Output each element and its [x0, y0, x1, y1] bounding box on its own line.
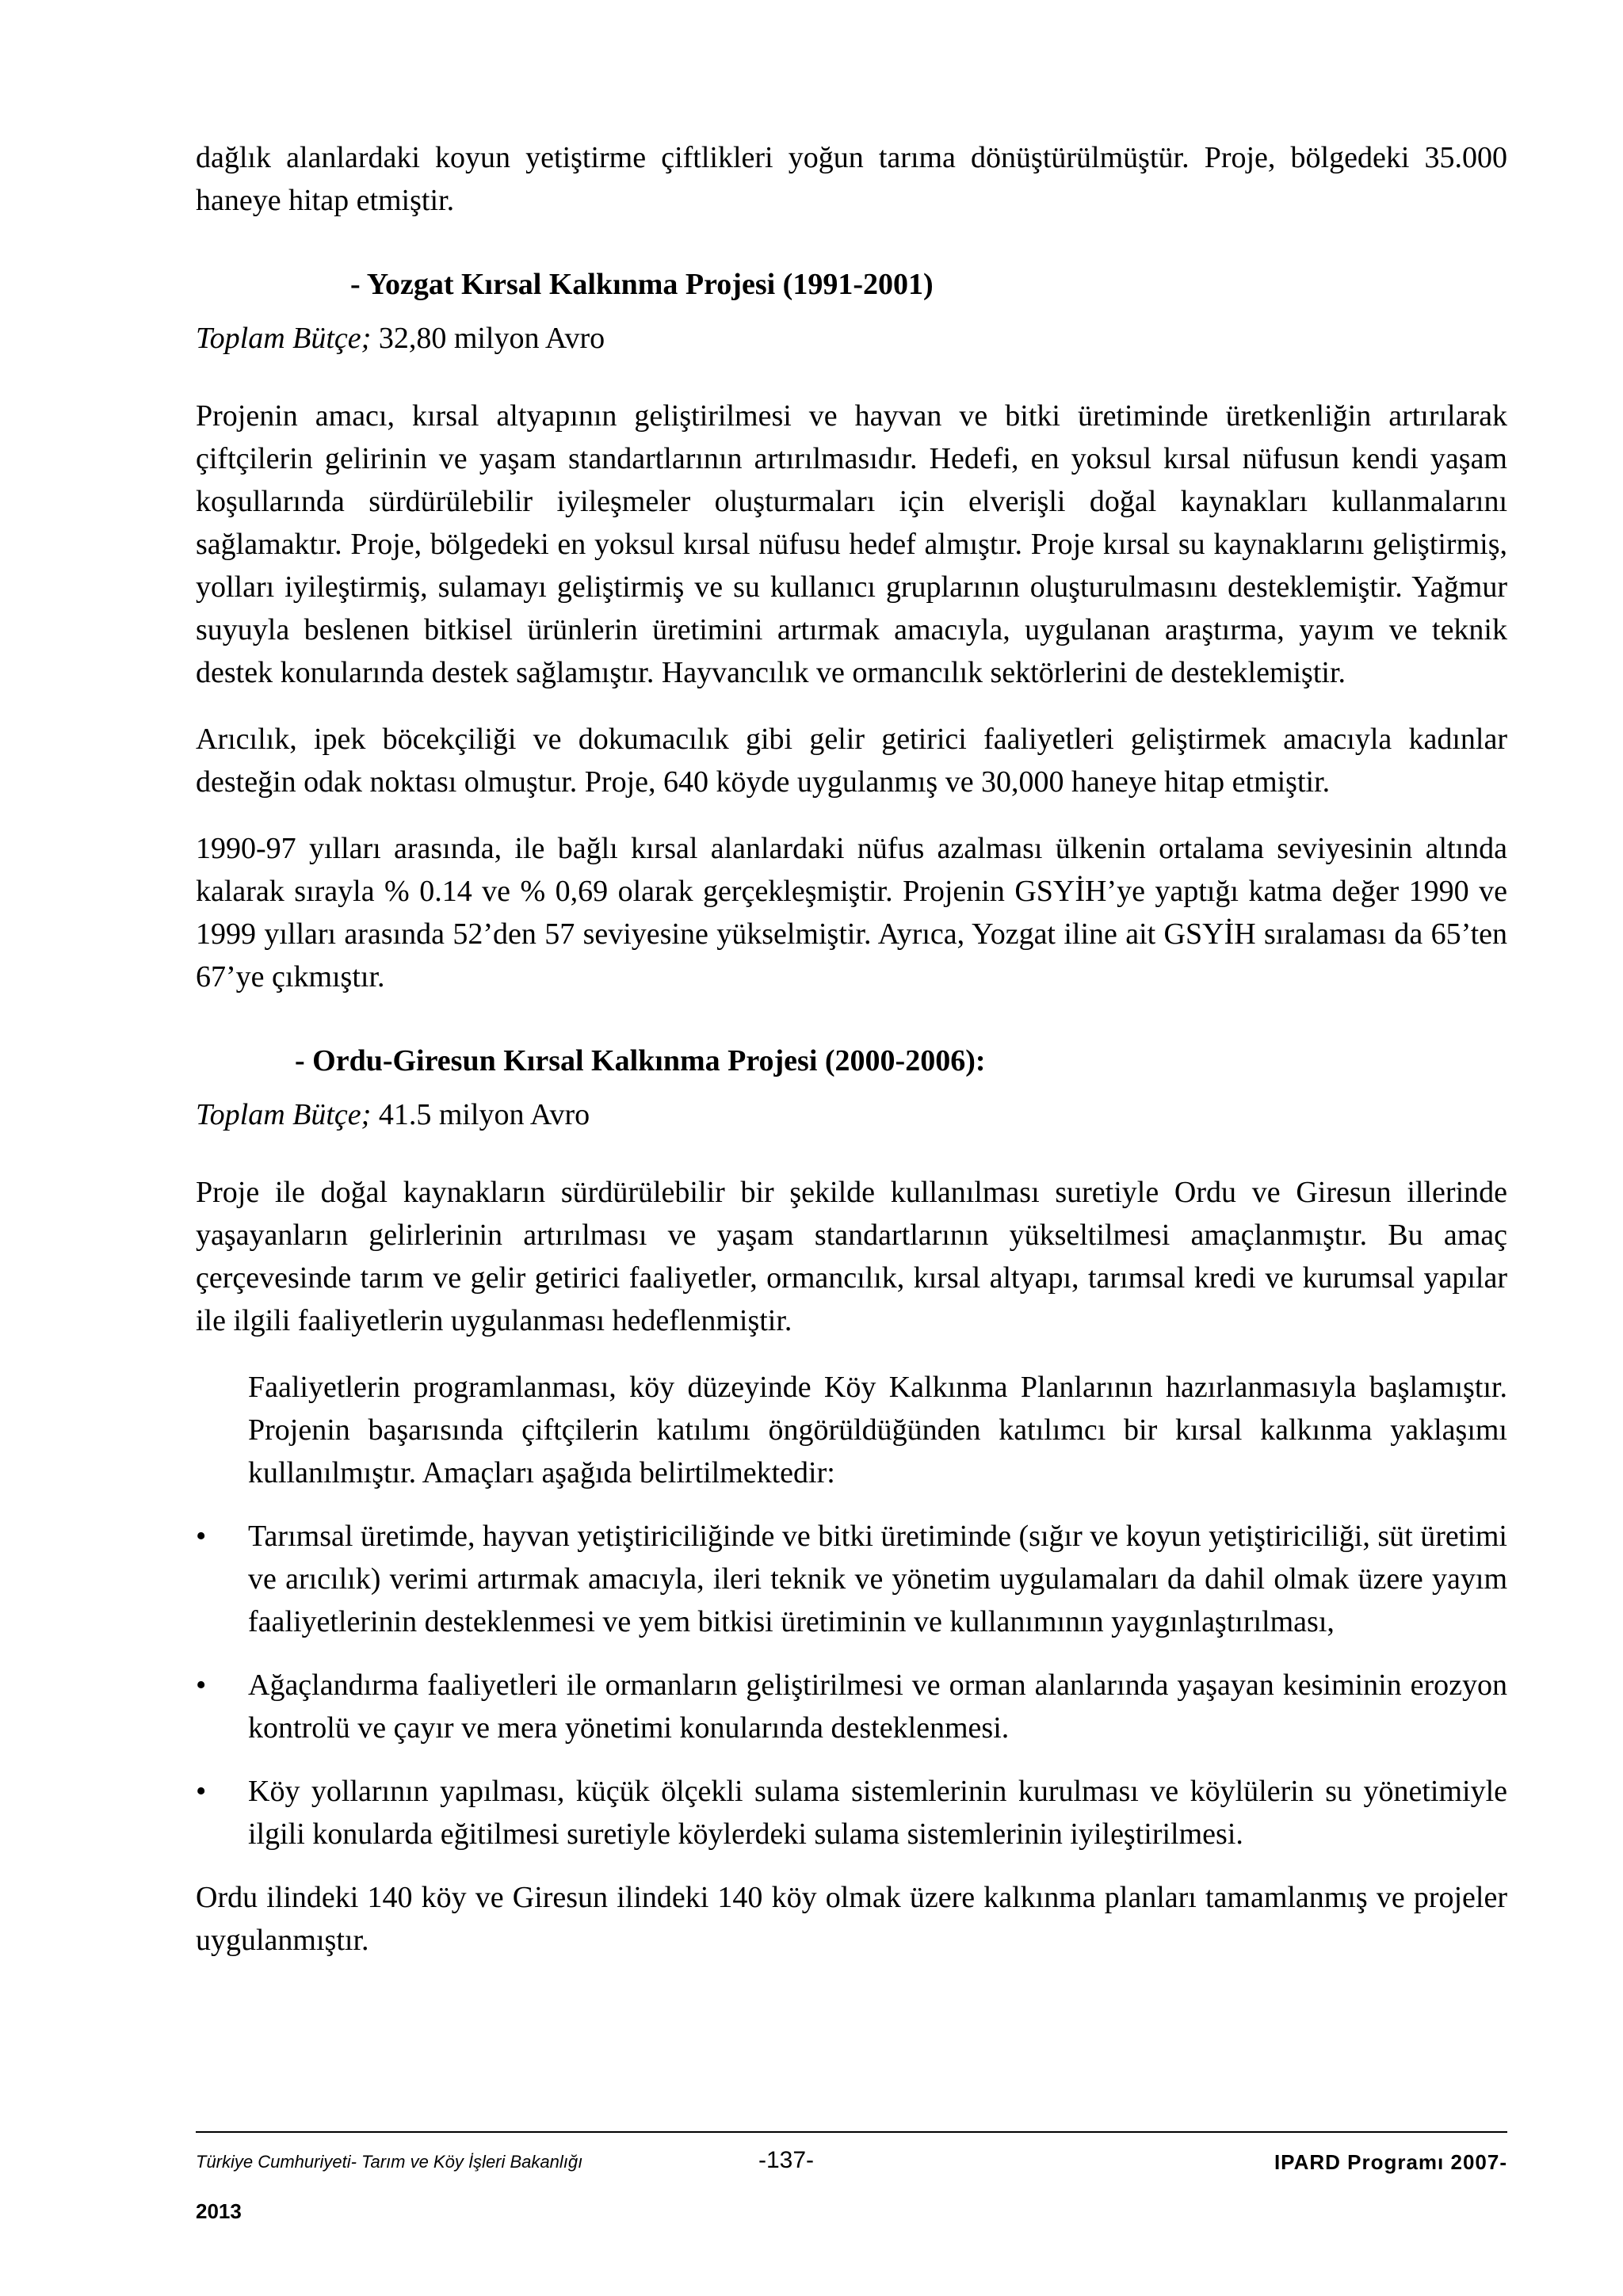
list-item-text: Köy yollarının yapılması, küçük ölçekli sulama sistemlerinin kurulması ve köylülerin su yönetimiyle ilgili konularda eğitilmesi suretiyle köylerdeki sulama sistemlerinin iyileştirilmesi. [248, 1775, 1507, 1851]
ordu-budget-label: Toplam Bütçe; [196, 1098, 372, 1131]
ordu-heading: - Ordu-Giresun Kırsal Kalkınma Projesi (2000-2006): [295, 1044, 986, 1077]
footer-page-number: -137- [758, 2147, 815, 2173]
list-item [196, 1664, 1507, 1749]
ordu-objectives-list [196, 1515, 1507, 1855]
yozgat-paragraph-3: 1990-97 yılları arasında, ile bağlı kırsal alanlardaki nüfus azalması ülkenin ortalama seviyesinin altında kalarak sırayla % 0.14 ve % 0,69 olarak gerçekleşmiştir. Projenin GSYİH’ye yaptığı katma değer 1990 ve 1999 yılları arasında 52’den 57 seviyesine yükselmiştir. Ayrıca, Yozgat iline ait GSYİH sıralaması da 65’ten 67’ye çıkmıştır. [196, 832, 1507, 994]
bullet-icon: • [196, 1520, 207, 1553]
ordu-paragraph-1: Proje ile doğal kaynakların sürdürülebilir bir şekilde kullanılması suretiyle Ordu ve Giresun illerinde yaşayanların gelirlerinin artırılması ve yaşam standartlarının yükseltilmesi amaçlanmıştır. Bu amaç çerçevesinde tarım ve gelir getirici faaliyetler, ormancılık, kırsal altyapı, tarımsal kredi ve kurumsal yapılar ile ilgili faaliyetlerin uygulanması hedeflenmiştir. [196, 1176, 1507, 1337]
footer-program: IPARD Programı 2007- [1274, 2150, 1507, 2174]
intro-paragraph: dağlık alanlardaki koyun yetiştirme çiftlikleri yoğun tarıma dönüştürülmüştür. Proje, bölgedeki 35.000 haneye hitap etmiştir. [196, 141, 1507, 217]
list-item-text: Tarımsal üretimde, hayvan yetiştiriciliğinde ve bitki üretiminde (sığır ve koyun yetiştiriciliği, süt üretimi ve arıcılık) verimi artırmak amacıyla, ileri teknik ve yönetim uygulamaları da dahil olmak üzere yayım faaliyetlerinin desteklenmesi ve yem bitkisi üretiminin ve kullanımının yaygınlaştırılması, [248, 1520, 1507, 1638]
ordu-budget [196, 1093, 1507, 1136]
yozgat-paragraph-1: Projenin amacı, kırsal altyapının geliştirilmesi ve hayvan ve bitki üretiminde üretkenliğin artırılarak çiftçilerin gelirinin ve yaşam standartlarının artırılmasıdır. Hedefi, en yoksul kırsal nüfusun kendi yaşam koşullarında sürdürülebilir iyileşmeler oluşturmaları için elverişli doğal kaynakları kullanmalarını sağlamaktır. Proje, bölgedeki en yoksul kırsal nüfusu hedef almıştır. Proje kırsal su kaynaklarını geliştirmiş, yolları iyileştirmiş, sulamayı geliştirmiş ve su kullanıcı gruplarının oluşturulmasını desteklemiştir. Yağmur suyuyla beslenen bitkisel ürünlerin üretimini artırmak amacıyla, uygulanan araştırma, yayım ve teknik destek konularında destek sağlamıştır. Hayvancılık ve ormancılık sektörlerini de desteklemiştir. [196, 399, 1507, 689]
list-item-text: Ağaçlandırma faaliyetleri ile ormanların geliştirilmesi ve orman alanlarında yaşayan kesiminin erozyon kontrolü ve çayır ve mera yönetimi konularında desteklenmesi. [248, 1669, 1507, 1745]
footer-year: 2013 [196, 2199, 242, 2223]
yozgat-budget-label: Toplam Bütçe; [196, 322, 372, 355]
ordu-budget-value: 41.5 milyon Avro [371, 1098, 590, 1131]
footer-divider [196, 2131, 1507, 2133]
footer-ministry: Türkiye Cumhuriyeti- Tarım ve Köy İşleri Bakanlığı [196, 2152, 583, 2172]
bullet-icon: • [196, 1669, 207, 1702]
list-item [196, 1770, 1507, 1855]
yozgat-budget [196, 317, 1507, 360]
ordu-paragraph-2: Faaliyetlerin programlanması, köy düzeyinde Köy Kalkınma Planlarının hazırlanmasıyla başlamıştır. Projenin başarısında çiftçilerin katılımı öngörüldüğünden katılımcı bir kırsal kalkınma yaklaşımı kullanılmıştır. Amaçları aşağıda belirtilmektedir: [248, 1371, 1507, 1489]
ordu-paragraph-3: Ordu ilindeki 140 köy ve Giresun ilindeki 140 köy olmak üzere kalkınma planları tamamlanmış ve projeler uygulanmıştır. [196, 1881, 1507, 1957]
list-item [196, 1515, 1507, 1643]
bullet-icon: • [196, 1775, 207, 1808]
yozgat-heading: - Yozgat Kırsal Kalkınma Projesi (1991-2001) [350, 268, 934, 301]
yozgat-budget-value: 32,80 milyon Avro [371, 322, 605, 355]
yozgat-paragraph-2: Arıcılık, ipek böcekçiliği ve dokumacılık gibi gelir getirici faaliyetleri geliştirmek amacıyla kadınlar desteğin odak noktası olmuştur. Proje, 640 köyde uygulanmış ve 30,000 haneye hitap etmiştir. [196, 723, 1507, 799]
document-body [196, 136, 1507, 1962]
